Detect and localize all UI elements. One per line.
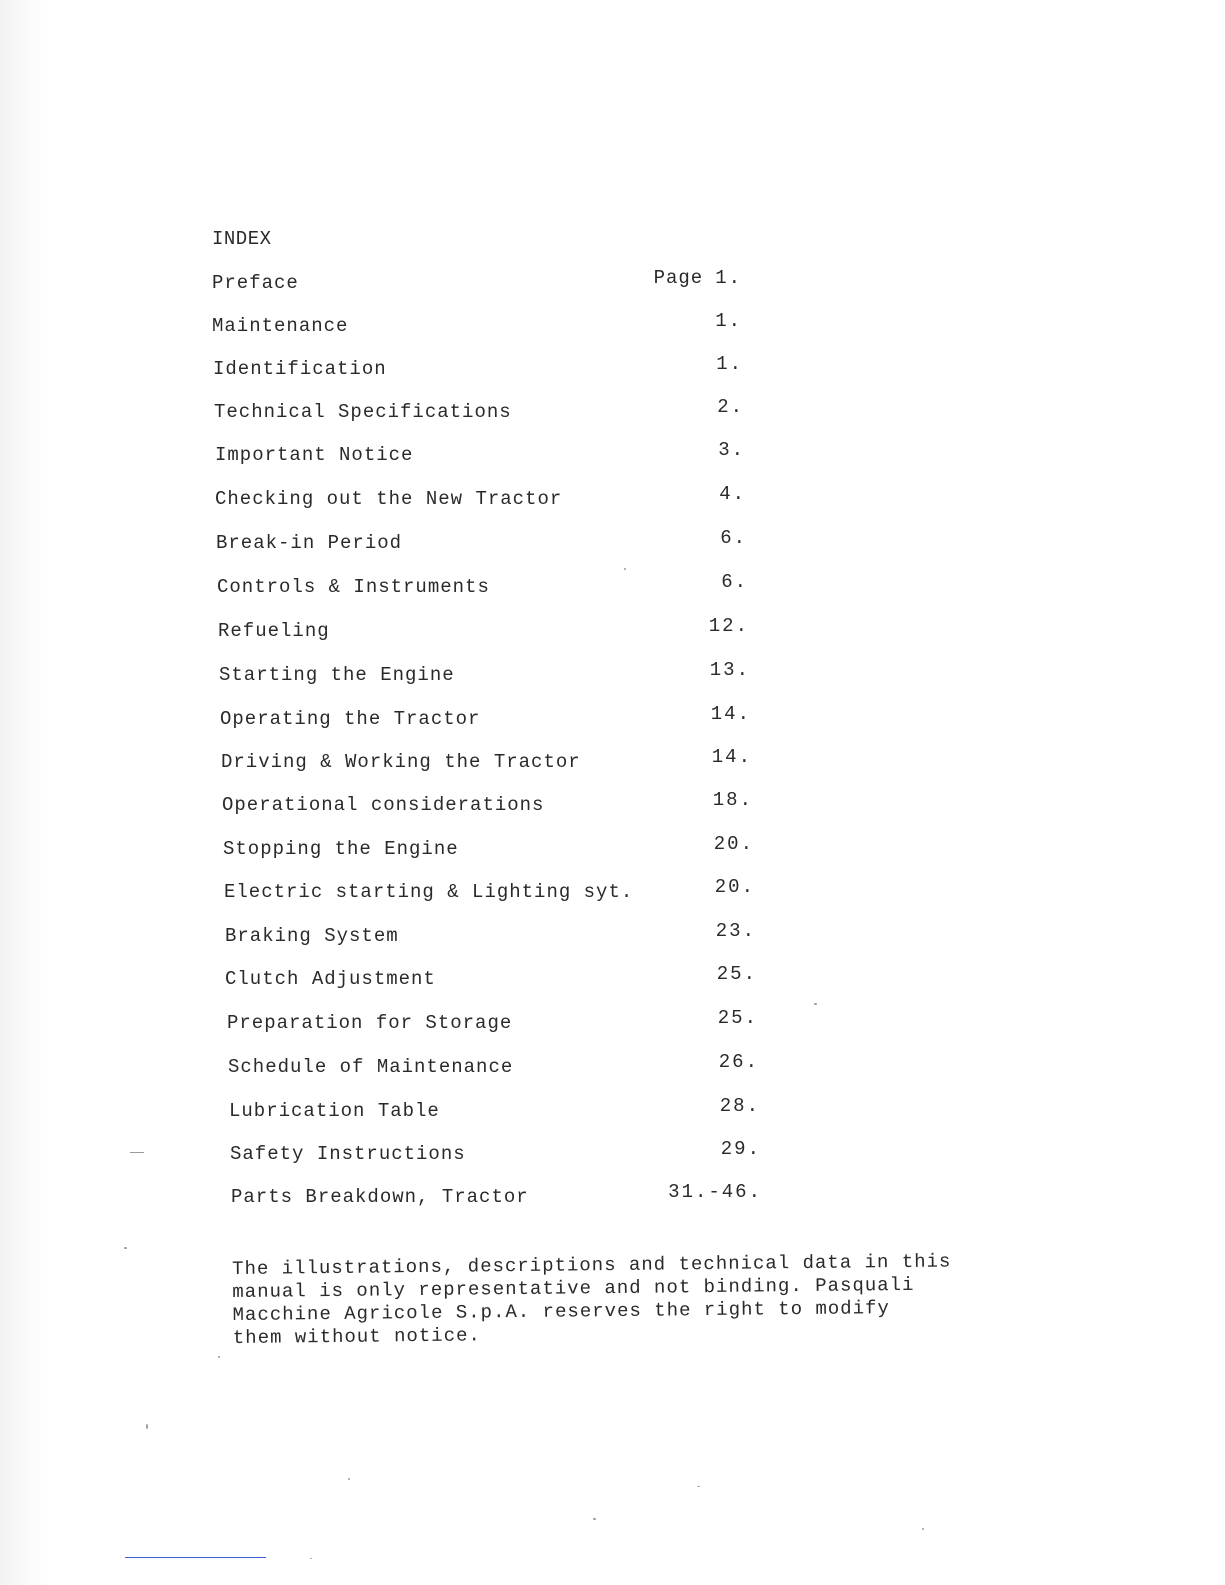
entry-label: Electric starting & Lighting syt. [224, 881, 634, 903]
scan-speck [130, 1152, 144, 1153]
entry-page: 13. [709, 659, 750, 681]
entry-page: 20. [714, 876, 755, 898]
disclaimer-line: The illustrations, descriptions and technical data in this [232, 1250, 952, 1280]
entry-label: Technical Specifications [214, 401, 512, 423]
index-entry-braking-system [225, 920, 756, 951]
entry-label: Lubrication Table [229, 1100, 440, 1122]
scan-speck [218, 1356, 220, 1358]
index-entry-clutch-adjustment [225, 963, 757, 994]
entry-page: 6. [721, 571, 748, 593]
entry-page: 3. [718, 439, 745, 461]
entry-page: 31.-46. [668, 1181, 762, 1203]
entry-label: Parts Breakdown, Tractor [231, 1186, 529, 1208]
index-entry-controls-instruments [217, 571, 748, 602]
disclaimer-line: them without notice. [232, 1324, 481, 1349]
entry-page: 14. [710, 703, 751, 725]
index-entry-break-in-period [216, 527, 747, 558]
entry-page: 25. [716, 963, 757, 985]
entry-page: 26. [718, 1051, 759, 1073]
index-entry-driving-working [221, 746, 752, 777]
index-entry-electric-starting [224, 876, 755, 907]
entry-label: Operational considerations [222, 794, 545, 816]
entry-label: Starting the Engine [219, 664, 455, 686]
entry-page: 14. [711, 746, 752, 768]
entry-label: Driving & Working the Tractor [221, 751, 581, 773]
index-entry-safety-instructions [230, 1138, 761, 1169]
entry-page: 25. [717, 1007, 758, 1029]
entry-page: 1. [716, 353, 743, 375]
index-entry-technical-specifications [214, 396, 744, 427]
index-entry-identification [213, 353, 743, 384]
entry-label: Stopping the Engine [223, 838, 459, 860]
index-entry-operating-tractor [220, 703, 751, 734]
entry-label: Operating the Tractor [220, 708, 481, 730]
index-entry-refueling [218, 615, 749, 646]
index-entry-checking-out [215, 483, 746, 514]
index-entry-starting-engine [219, 659, 750, 690]
index-entry-lubrication-table [229, 1095, 760, 1126]
scan-speck [697, 1486, 700, 1487]
scan-speck [624, 568, 626, 570]
entry-label: Clutch Adjustment [225, 968, 436, 990]
scan-speck [310, 1558, 312, 1559]
page-word: Page [653, 267, 704, 289]
entry-label: Checking out the New Tractor [215, 488, 563, 510]
disclaimer-line: manual is only representative and not binding. Pasquali [232, 1273, 915, 1303]
entry-page: 1. [715, 310, 742, 332]
index-entry-preparation-storage [227, 1007, 758, 1038]
entry-label: Safety Instructions [230, 1143, 466, 1165]
entry-page: 4. [719, 483, 746, 505]
index-entry-schedule-maintenance [228, 1051, 759, 1082]
entry-page: 28. [719, 1095, 760, 1117]
entry-label: Refueling [218, 620, 330, 642]
scan-speck [814, 1003, 817, 1005]
entry-label: Controls & Instruments [217, 576, 490, 598]
index-entry-preface [212, 267, 742, 298]
entry-label: Schedule of Maintenance [228, 1056, 514, 1078]
index-entry-operational-considerations [222, 789, 753, 820]
index-entry-parts-breakdown [231, 1181, 762, 1212]
disclaimer-paragraph [232, 1250, 1023, 1350]
scan-speck [146, 1424, 148, 1429]
entry-page: 23. [715, 920, 756, 942]
entry-label: Maintenance [212, 315, 349, 337]
entry-page: 6. [720, 527, 747, 549]
scan-speck [124, 1247, 127, 1249]
disclaimer-line: Macchine Agricole S.p.A. reserves the right to modify [232, 1297, 890, 1326]
entry-page-number: 1. [715, 267, 742, 289]
entry-page: 29. [720, 1138, 761, 1160]
entry-label: Preparation for Storage [227, 1012, 513, 1034]
index-title: INDEX [212, 228, 272, 250]
entry-label: Identification [213, 358, 387, 380]
scan-speck [348, 1478, 350, 1480]
scan-speck [922, 1528, 924, 1530]
entry-label: Preface [212, 272, 299, 294]
entry-page [654, 267, 742, 289]
entry-page: 18. [712, 789, 753, 811]
blue-underline-mark [125, 1557, 266, 1558]
index-entry-important-notice [215, 439, 745, 470]
entry-page: 12. [708, 615, 749, 637]
index-entry-stopping-engine [223, 833, 754, 864]
entry-page: 2. [717, 396, 744, 418]
entry-label: Important Notice [215, 444, 414, 466]
entry-label: Break-in Period [216, 532, 403, 554]
entry-label: Braking System [225, 925, 399, 947]
entry-page: 20. [713, 833, 754, 855]
scan-speck [593, 1518, 596, 1520]
index-entry-maintenance [212, 310, 742, 341]
